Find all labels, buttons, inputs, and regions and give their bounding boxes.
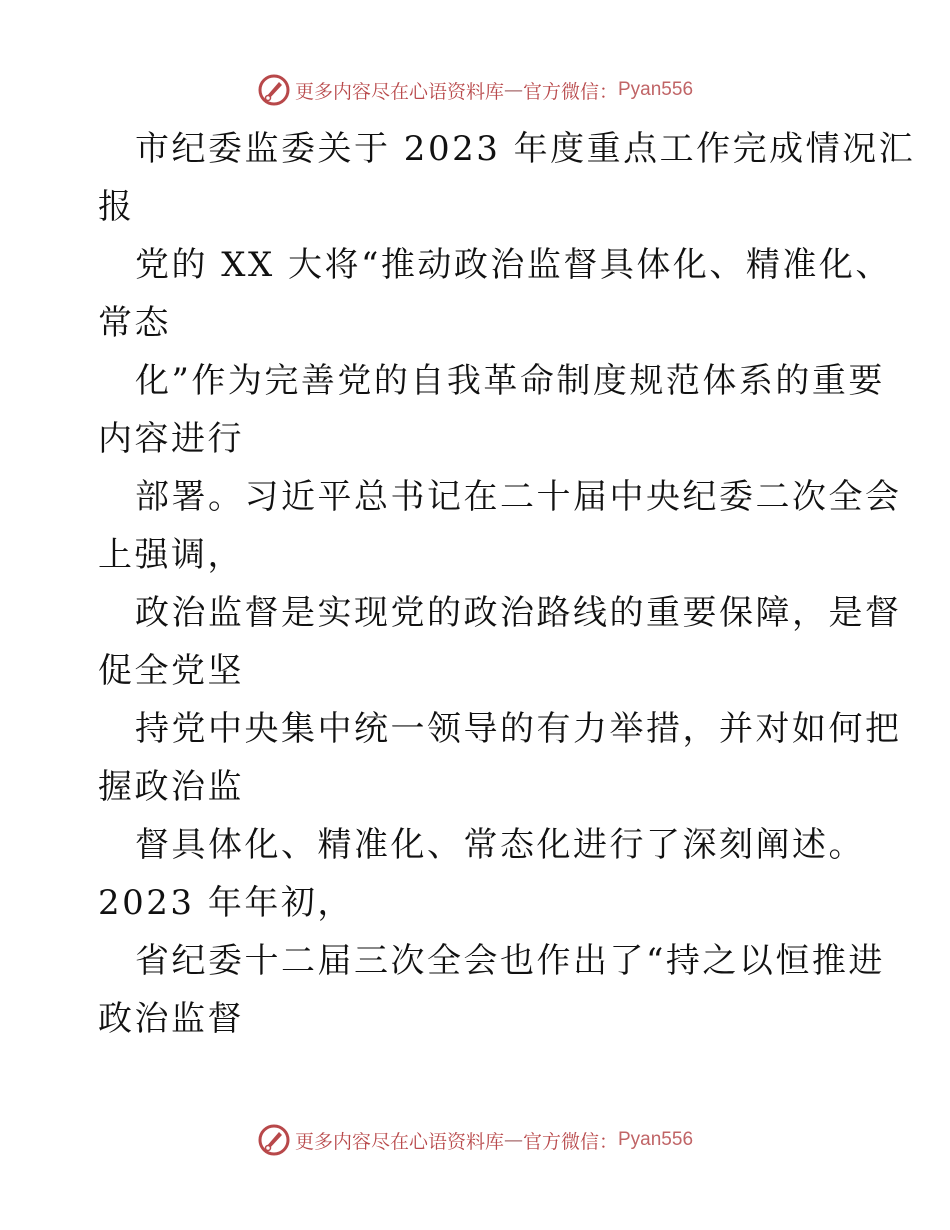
paragraph-line: 化”作为完善党的自我革命制度规范体系的重要 [135,361,885,401]
logo-seal-icon [257,73,291,107]
banner-separator: — [503,1129,523,1151]
paragraph-line: 督具体化、精准化、常态化进行了深刻阐述。 [135,825,865,865]
banner-brand: 更多内容尽在心语资料库 [294,80,504,103]
paragraph-line: 持党中央集中统一领导的有力举措，并对如何把 [135,709,902,749]
document-body [98,120,916,1048]
paragraph-line: 握政治监 [98,767,244,807]
title-line-2: 报 [98,187,135,227]
paragraph-line: 党的 XX 大将“推动政治监督具体化、精准化、 [135,245,892,285]
header-banner[interactable] [0,70,950,110]
paragraph-line: 省纪委十二届三次全会也作出了“持之以恒推进 [135,941,885,981]
paragraph-line: 部署。习近平总书记在二十届中央纪委二次全会 [135,477,902,517]
paragraph-line: 常态 [98,303,171,343]
logo-seal-icon [257,1123,291,1157]
title-line-1: 市纪委监委关于 2023 年度重点工作完成情况汇 [135,129,916,169]
banner-wechat-id: Pyan556 [618,1129,694,1150]
paragraph-line: 2023 年年初， [98,883,354,923]
banner-wechat-label: 官方微信： [522,1130,618,1153]
banner-separator: — [503,79,523,101]
paragraph-line: 政治监督是实现党的政治路线的重要保障，是督 [135,593,902,633]
banner-wechat-id: Pyan556 [618,79,694,100]
banner-wechat-label: 官方微信： [522,80,618,103]
paragraph-line: 上强调， [98,535,244,575]
paragraph-line: 政治监督 [98,999,244,1039]
banner-brand: 更多内容尽在心语资料库 [294,1130,504,1153]
paragraph-line: 促全党坚 [98,651,244,691]
footer-banner[interactable] [0,1120,950,1160]
paragraph-line: 内容进行 [98,419,244,459]
